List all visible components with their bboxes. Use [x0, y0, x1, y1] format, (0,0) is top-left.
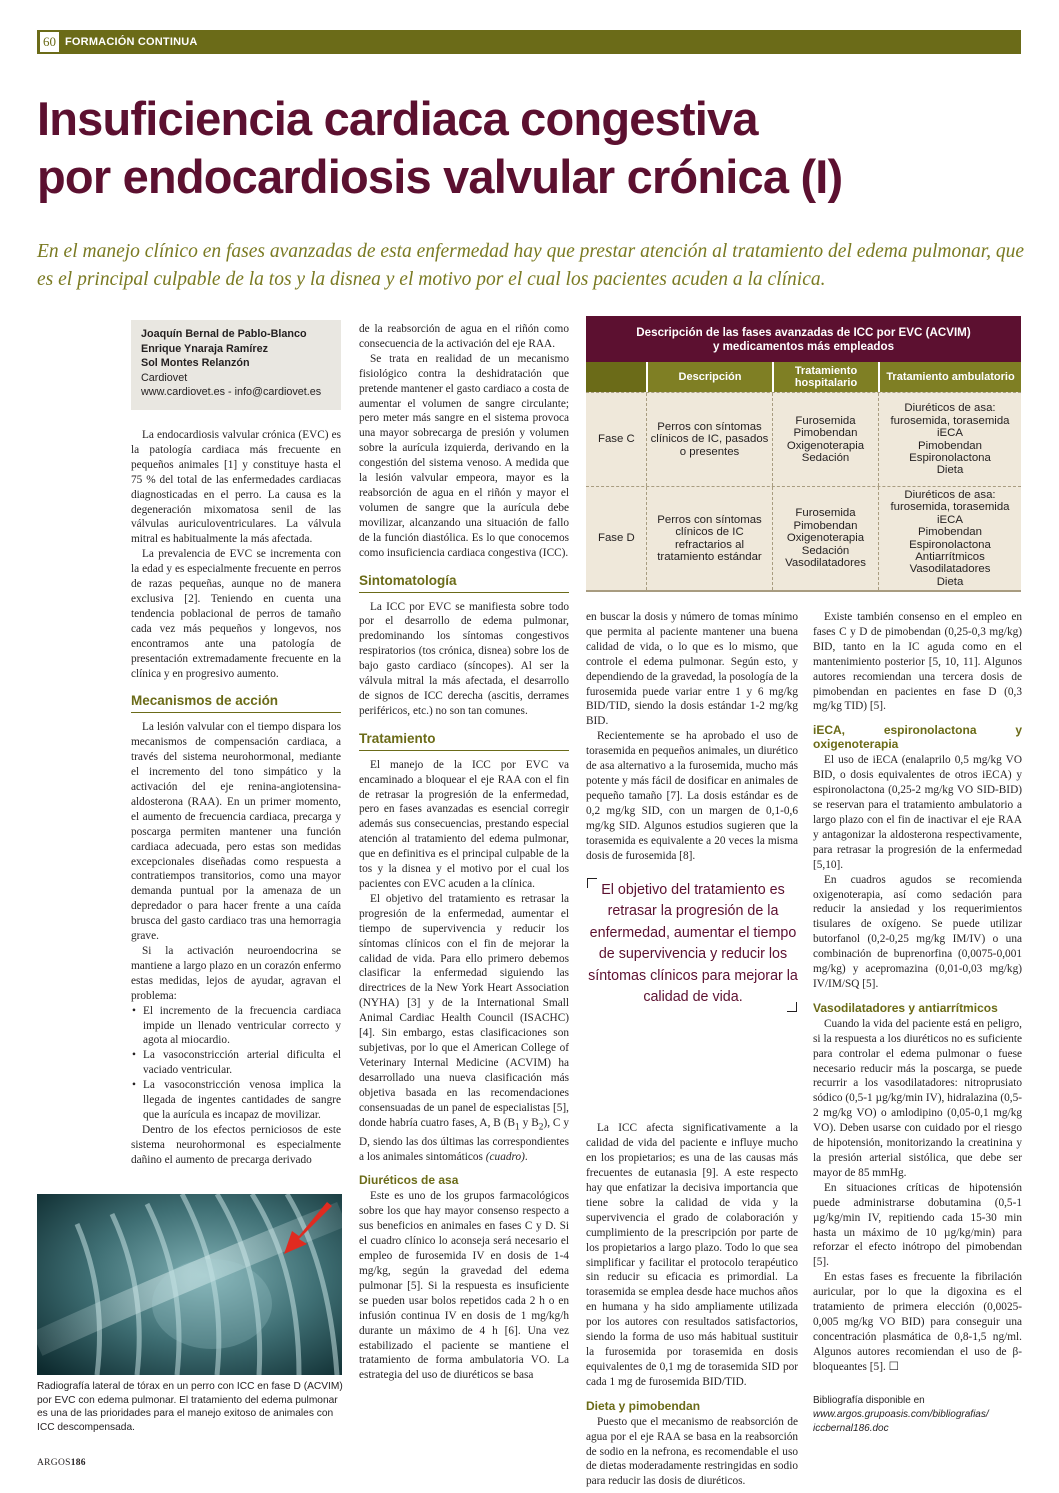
list-item: • La vasoconstricción arterial dificulta el vaciado ventricular. [131, 1048, 341, 1078]
paragraph: La endocardiosis valvular crónica (EVC) es la patología cardiaca más frecuente en pequeños animales [1] y constituye hasta el 75 % del total de las enfermedades cardiacas diagnosticadas en el perro. La causa es la degeneración mixomatosa senil de las válvulas auriculoventriculares. La válvula mitral es habitualmente la más afectada. [131, 429, 341, 546]
drug-line: Pimobendan [793, 519, 858, 532]
table-row [586, 392, 1021, 486]
paragraph: La lesión valvular con el tiempo dispara los mecanismos de compensación cardiaca, a través del sistema neurohormonal, mediante el incremento del tono simpático y la activación del eje renina-angiotensina-aldosterona (RAA). En un primer momento, el aumento de frecuencia cardiaca, precarga y poscarga permiten mantener una función cardiaca adecuada, pero estas son medidas excepcionales diseñadas como respuesta a contratiempos transitorios, como una mayor demanda puntual por la amenaza de un depredador o para hacer frente a una caída brusca del gasto cardiaco tras una hemorragia grave. [131, 721, 341, 943]
drug-line: Vasodilatadores [785, 557, 866, 570]
paragraph: La prevalencia de EVC se incrementa con la edad y es especialmente frecuente en perros de razas pequeñas, aunque no de manera exclusiva [2]. Teniendo en cuenta una tendencia poblacional de perros de tamaño cada vez más pequeños y longevos, nos encontramos ante una patología de presentación extremadamente frecuente en la clínica y en progresivo aumento. [131, 548, 341, 680]
text-run: El objetivo del tratamiento es retrasar la progresión de la enfermedad, aumentar el tiempo de supervivencia y reducir los síntomas clínicos con el fin de mejorar la calidad de vida. Para ello primero debemos clasificar la enfermedad siguiendo las directrices de la New York Heart Association (NYHA) [3] y de la International Small Animal Cardiac Health Council (ISACHC) [4]. Sin embargo, estas clasificaciones son subjetivas, por lo que el American College of Veterinary Internal Medicine (ACVIM) ha desarrollado una nueva clasificación más objetiva basada en las recomendaciones consensuadas de un panel de especialistas [5], donde habría cuatro fases, A, B (B [359, 892, 569, 1129]
drug-line: Vasodilatadores [909, 563, 991, 576]
author-name: Enrique Ynaraja Ramírez [141, 342, 269, 355]
hospital-cell [772, 487, 878, 590]
column-2 [359, 322, 569, 1383]
italic-run: (cuadro) [485, 1150, 525, 1163]
section-header-bar [37, 30, 1021, 54]
bullet-list [131, 1004, 341, 1123]
paragraph: Existe también consenso en el empleo en fases C y D de pimobendan (0,25-0,3 mg/kg) BID, tanto en la IC aguda como en el mantenimiento posterior [5, 10, 11]. Algunos autores recomiendan una tercera dosis de pimobendan en pacientes en fase D (0,3 mg/kg TID) [5]. [813, 611, 1022, 713]
list-item: • La vasoconstricción venosa implica la llegada de ingentes cantidades de sangre que la aurícula es incapaz de movilizar. [131, 1078, 341, 1123]
subheading-dieta: Dieta y pimobendan [586, 1398, 701, 1413]
text-run: y B [519, 1116, 539, 1129]
article-title [37, 90, 1037, 206]
bibliography-url[interactable]: iccbernal186.doc [813, 1423, 889, 1434]
paragraph: En cuadros agudos se recomienda oxigenoterapia, así como sedación para reducir la ansiedad y los requerimientos tisulares de oxígeno. Se puede utilizar butorfanol (0,2-0,25 mg/kg IM/IV) o una combinación de buprenorfina (0,0075-0,001 mg/kg) y acepromazina (0,01-0,03 mg/kg) IV/IM/SQ [5]. [813, 873, 1022, 990]
bibliography-url[interactable]: www.argos.grupoasis.com/bibliografias/ [813, 1409, 989, 1420]
column-3 [586, 610, 798, 1489]
section-label: FORMACIÓN CONTINUA [65, 36, 198, 48]
page-footer [37, 1458, 86, 1468]
drug-line: Diuréticos de asa: [904, 488, 996, 501]
section-heading-mecanismos: Mecanismos de acción [131, 692, 341, 713]
hospital-cell [772, 393, 878, 486]
table-row [586, 486, 1021, 590]
drug-line: Oxigenoterapia [786, 439, 865, 452]
drug-line: Oxigenoterapia [786, 532, 865, 545]
ambulatory-cell [878, 393, 1021, 486]
author-contact: www.cardiovet.es - info@cardiovet.es [141, 386, 322, 398]
author-name: Joaquín Bernal de Pablo-Blanco [141, 328, 307, 340]
table-caption-line: Descripción de las fases avanzadas de ICC por EVC (ACVIM) [636, 326, 971, 339]
paragraph: La ICC afecta significativamente a la calidad de vida del paciente e influye mucho en los propietarios; es una de las causas más frecuentes de eutanasia [9]. A este respecto hay que enfatizar la decisiva importancia que tiene sobre la calidad de vida y la supervivencia el grado de colaboración y cumplimiento de la prescripción por parte de los propietarios a largo plazo. Todo lo que sea simplificar y facilitar el protocolo terapéutico sin reducir su eficacia es primordial. La torasemida se emplea desde hace muchos años en humana y ha sido ampliamente utilizada por los autores con resultados satisfactorios, siendo la forma de uso más habitual sustituir la furosemida por torasemida en dosis equivalentes de 0,1 mg de torasemida SID por cada 1 mg de furosemida BID/TID. [586, 1122, 798, 1388]
paragraph: El uso de iECA (enalaprilo 0,5 mg/kg VO BID, o dosis equivalentes de otros iECA) y espironolactona (0,25-2 mg/kg VO SID-BID) se reservan para el tratamiento ambulatorio a largo plazo con el fin de inactivar el eje RAA y antagonizar la aldosterona respectivamente, para retrasar la progresión de la enfermedad [5,10]. [813, 754, 1022, 871]
paragraph: en buscar la dosis y número de tomas mínimo que permita al paciente mantener una buena calidad de vida, o lo que es lo mismo, que controle el edema pulmonar. Según esto, y dependiendo de la gravedad, la posología de la furosemida puede variar entre 1 y 6 mg/kg BID/TID, siendo la dosis estándar 1-2 mg/kg BID. [586, 611, 798, 728]
paragraph [359, 892, 569, 1165]
pull-quote [587, 878, 799, 1014]
table-header-cell: Descripción [646, 362, 772, 392]
bibliography-note [813, 1394, 1022, 1436]
issue-number: 186 [70, 1458, 86, 1468]
text-run: . [524, 1150, 528, 1163]
drug-line: Espironolactona [909, 451, 991, 464]
description-cell: Perros con síntomas clínicos de IC refractarios al tratamiento estándar [646, 487, 772, 590]
author-name: Sol Montes Relanzón [141, 357, 250, 369]
paragraph: Dentro de los efectos perniciosos de este sistema neurohormonal es especialmente dañino el aumento de precarga derivado [131, 1123, 341, 1166]
paragraph: En estas fases es frecuente la fibrilación auricular, por lo que la digoxina es el tratamiento de primera elección (0,0025-0,005 mg/kg VO BID) para conseguir una concentración plasmática de 0,8-1,5 ng/ml. Algunos autores recomiendan el uso de β-bloqueantes [5]. ☐ [813, 1271, 1022, 1373]
paragraph: de la reabsorción de agua en el riñón como consecuencia de la activación del eje RAA. [359, 323, 569, 350]
subheading-vasodilatadores: Vasodilatadores y antiarrítmicos [813, 1000, 998, 1015]
drug-line: Sedación [801, 544, 850, 557]
drug-line: Furosemida [795, 507, 856, 520]
drug-line: Dieta [936, 575, 964, 588]
drug-line: Sedación [801, 451, 850, 464]
author-affiliation: Cardiovet [141, 371, 188, 384]
table-header-cell: Tratamiento ambulatorio [878, 362, 1021, 392]
paragraph: Recientemente se ha aprobado el uso de torasemida en pequeños animales, un diurético de asa alternativo a la furosemida, mucho más potente y más fácil de dosificar en animales de pequeño tamaño [7]. La dosis estándar es de 0,2 mg/kg SID, con un margen de 0,1-0,6 mg/kg SID. Algunos estudios sugieren que la torasemida es equivalente a 20 veces la misma dosis de furosemida [8]. [586, 730, 798, 862]
drug-line: Pimobendan [918, 526, 982, 539]
table-header-cell [586, 362, 646, 392]
magazine-name: ARGOS [37, 1458, 71, 1468]
quote-corner-mark [587, 878, 597, 888]
quote-corner-mark [787, 1002, 797, 1012]
paragraph: En situaciones críticas de hipotensión puede administrarse dobutamina (0,5-1 µg/kg/min IV, repitiendo cada 15-30 min hasta un máximo de 10 µg/kg/min) para reforzar el efecto inótropo del pimobendan [5]. [813, 1181, 1022, 1269]
title-line-1: Insuficiencia cardiaca congestiva [37, 92, 758, 145]
pull-quote-text: El objetivo del tratamiento es retrasar la progresión de la enfermedad, aumentar el tiempo de supervivencia y reducir los síntomas clínicos para mejorar la calidad de vida. [588, 882, 798, 1006]
paragraph: El manejo de la ICC por EVC va encaminado a bloquear el eje RAA con el fin de retrasar la progresión de la enfermedad, pero en fases avanzadas es esencial corregir además sus consecuencias, prestando especial atención al tratamiento del edema pulmonar, que en definitiva es el principal culpable de la tos y la disnea y el motivo por el cual los pacientes con EVC acuden a la clínica. [359, 758, 569, 890]
drug-line: furosemida, torasemida [890, 501, 1010, 514]
drug-line: Antiarrítmicos [915, 550, 985, 563]
paragraph: Puesto que el mecanismo de reabsorción de agua por el eje RAA se basa en la reabsorción de sodio en la nefrona, es recomendable el uso de dietas moderadamente restringidas en sodio para reducir las dosis de diuréticos. [586, 1415, 798, 1488]
paragraph: Este es uno de los grupos farmacológicos sobre los que hay mayor consenso respecto a sus beneficios en animales en fases C y D. Si el cuadro clínico lo aconseja será necesario el empleo de furosemida IV en dosis de 1-4 mg/kg, según la gravedad del edema pulmonar [5]. Si la respuesta es insuficiente se pueden usar bolos repetidos cada 2 h o en infusión continua IV en dosis de 1 mg/kg/h durante un máximo de 4 h [6]. Una vez estabilizado el paciente se mantiene el tratamiento de forma ambulatoria VO. La estrategia del uso de diuréticos se basa [359, 1190, 569, 1382]
bibliography-label: Bibliografía disponible en [813, 1395, 925, 1406]
description-cell: Perros con síntomas clínicos de IC, pasados o presentes [646, 393, 772, 486]
drug-line: Pimobendan [918, 439, 982, 452]
table-header-cell: Tratamiento hospitalario [772, 362, 878, 392]
section-heading-tratamiento: Tratamiento [359, 730, 569, 751]
drug-line: Diuréticos de asa: [904, 402, 996, 415]
subheading-diureticos: Diuréticos de asa [359, 1173, 459, 1188]
paragraph: La ICC por EVC se manifiesta sobre todo por el desarrollo de edema pulmonar, predominando los síntomas congestivos respiratorios (tos crónica, disnea) sobre los de bajo gasto cardiaco (síncopes). Al ser la válvula mitral la más afectada, el desarrollo de signos de ICC derecha (ascitis, derrames periféricos, etc.) no son tan comunes. [359, 600, 569, 717]
thorax-radiograph-image [37, 1194, 342, 1375]
table-caption-line: y medicamentos más empleados [712, 340, 895, 353]
text-run: ), C y D, siendo las dos últimas las correspondientes a los animales sintomáticos [359, 1116, 569, 1163]
title-line-2: por endocardiosis valvular crónica (I) [37, 150, 843, 203]
column-1 [131, 428, 341, 1168]
paragraph: Si la activación neuroendocrina se mantiene a largo plazo en un corazón enfermo estas medidas, lejos de ayudar, agravan el problema: [131, 945, 341, 1002]
figure-caption: Radiografía lateral de tórax en un perro con ICC en fase D (ACVIM) por EVC con edema pulmonar. El tratamiento del edema pulmonar es una de las prioridades para el manejo exitoso de animales con ICC descompensada. [37, 1381, 343, 1433]
drug-line: Dieta [936, 464, 964, 477]
ambulatory-cell [878, 487, 1021, 590]
paragraph: Se trata en realidad de un mecanismo fisiológico contra la deshidratación que pretende mantener el gasto cardiaco a costa de aumentar el volumen de sangre circulante; pero meter más sangre en el sistema provoca una mayor sobrecarga de presión y volumen sobre la aurícula izquierda, derivando en la congestión del sistema venoso. A medida que la lesión valvular empeora, mayor es la reabsorción de agua en el riñón y mayor el volumen de sangre que la aurícula debe movilizar, alcanzando una situación de fallo de la función diastólica. Es lo que conocemos como insuficiencia cardiaca congestiva (ICC). [359, 352, 569, 559]
authors-box [131, 320, 341, 410]
paragraph: Cuando la vida del paciente está en peligro, si la respuesta a los diuréticos no es suficiente para controlar el edema pulmonar o fuese necesario reducir más la poscarga, se puede recurrir a los vasodilatadores: nitroprusiato sódico (0,5-1 µg/kg/min IV), hidralazina (0,5-2 mg/kg VO) o amlodipino (0,05-0,1 mg/kg VO). Deben usarse con cuidado por el riesgo de hipotensión, monitorizando la creatinina y la presión arterial sistólica, que debe ser mayor de 85 mmHg. [813, 1017, 1022, 1179]
list-item: • El incremento de la frecuencia cardiaca impide un llenado ventricular correcto y agota al miocardio. [131, 1004, 341, 1049]
table-header-row [586, 362, 1021, 392]
subscript: 1 [515, 1121, 520, 1132]
drug-line: iECA [937, 513, 963, 526]
drug-line: iECA [937, 427, 963, 440]
drug-line: Espironolactona [909, 538, 991, 551]
section-heading-sintomatologia: Sintomatología [359, 572, 569, 593]
column-4 [813, 610, 1022, 1375]
table-bottom-rule [586, 590, 1021, 592]
table-caption [586, 316, 1021, 362]
subheading-ieca: iECA, espironolactona y oxigenoterapia [813, 723, 1022, 752]
article-lead: En el manejo clínico en fases avanzadas de esta enfermedad hay que prestar atención al tratamiento del edema pulmonar, que es el principal culpable de la tos y la disnea y el motivo por el cual los pacientes acuden a la clínica. [37, 241, 1025, 290]
page-number: 60 [40, 32, 59, 52]
phase-cell: Fase C [598, 433, 635, 446]
phases-table [586, 316, 1021, 592]
phase-cell: Fase D [598, 532, 635, 545]
drug-line: Furosemida [795, 414, 856, 427]
drug-line: Pimobendan [793, 427, 858, 440]
drug-line: furosemida, torasemida [890, 414, 1010, 427]
subscript: 2 [538, 1121, 544, 1132]
